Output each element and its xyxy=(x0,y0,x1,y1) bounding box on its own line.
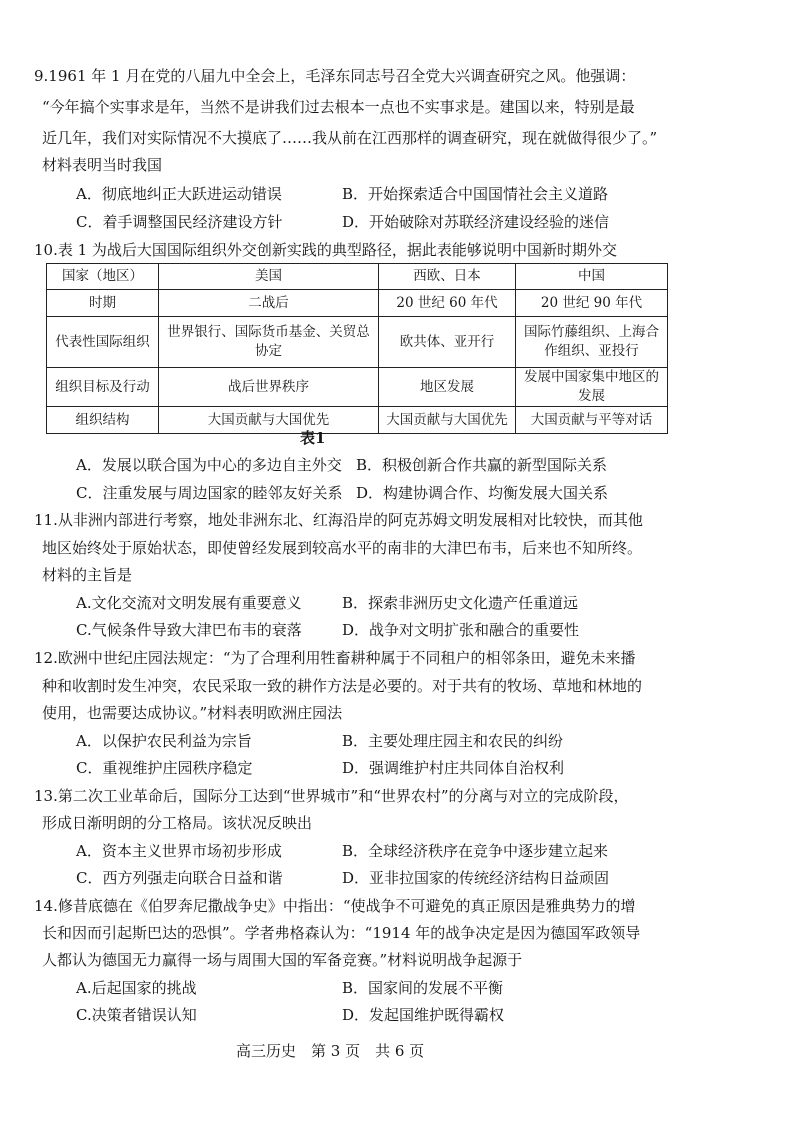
q10-option-c: C．注重发展与周边国家的睦邻友好关系 xyxy=(76,484,343,502)
table-header-cell: 美国 xyxy=(159,264,379,290)
q9-option-b: B．开始探索适合中国国情社会主义道路 xyxy=(342,185,609,203)
table-cell: 发展中国家集中地区的发展 xyxy=(516,368,668,407)
table-cell: 组织目标及行动 xyxy=(47,368,159,407)
q11-option-a: A.文化交流对文明发展有重要意义 xyxy=(76,594,302,612)
q11-line-3: 材料的主旨是 xyxy=(42,566,133,584)
q13-option-c: C．西方列强走向联合日益和谐 xyxy=(76,869,283,887)
q9-line-3: 近几年，我们对实际情况不大摸底了……我从前在江西那样的调查研究，现在就做得很少了。” xyxy=(42,129,658,147)
q12-option-c: C．重视维护庄园秩序稳定 xyxy=(76,759,253,777)
q12-option-a: A．以保护农民利益为宗旨 xyxy=(76,732,252,750)
q12-line-1: 12.欧洲中世纪庄园法规定：“为了合理利用牲畜耕种属于不同租户的相邻条田，避免未来播 xyxy=(34,649,636,667)
table-cell: 大国贡献与大国优先 xyxy=(379,407,516,434)
q11-line-2: 地区始终处于原始状态，即使曾经发展到较高水平的南非的大津巴布韦，后来也不知所终。 xyxy=(42,539,643,557)
q12-option-d: D．强调维护村庄共同体自治权利 xyxy=(342,759,565,777)
q11-option-b: B．探索非洲历史文化遗产任重道远 xyxy=(342,594,579,612)
diplomacy-table xyxy=(46,263,668,434)
table-cell: 战后世界秩序 xyxy=(159,368,379,407)
table-cell: 20 世纪 90 年代 xyxy=(516,290,668,317)
q11-option-d: D．战争对文明扩张和融合的重要性 xyxy=(342,621,580,639)
q14-line-1: 14.修昔底德在《伯罗奔尼撒战争史》中指出：“使战争不可避免的真正原因是雅典势力的增 xyxy=(34,897,636,915)
table-header-cell: 西欧、日本 xyxy=(379,264,516,290)
q13-line-1: 13.第二次工业革命后，国际分工达到“世界城市”和“世界农村”的分离与对立的完成阶段， xyxy=(34,787,629,805)
q9-option-a: A．彻底地纠正大跃进运动错误 xyxy=(76,185,282,203)
q11-option-c: C.气候条件导致大津巴布韦的衰落 xyxy=(76,621,302,639)
q13-option-b: B．全球经济秩序在竞争中逐步建立起来 xyxy=(342,842,609,860)
q13-option-a: A．资本主义世界市场初步形成 xyxy=(76,842,282,860)
table-cell: 国际竹藤组织、上海合作组织、亚投行 xyxy=(516,317,668,368)
q14-option-a: A.后起国家的挑战 xyxy=(76,979,197,997)
q9-option-c: C．着手调整国民经济建设方针 xyxy=(76,213,283,231)
table-cell: 时期 xyxy=(47,290,159,317)
q12-line-2: 种和收割时发生冲突，农民采取一致的耕作方法是必要的。对于共有的牧场、草地和林地的 xyxy=(42,677,643,695)
table-row xyxy=(47,407,668,434)
table-cell: 代表性国际组织 xyxy=(47,317,159,368)
q10-option-b: B．积极创新合作共赢的新型国际关系 xyxy=(356,456,608,474)
table-row xyxy=(47,317,668,368)
q13-option-d: D．亚非拉国家的传统经济结构日益顽固 xyxy=(342,869,610,887)
q14-option-b: B．国家间的发展不平衡 xyxy=(342,979,504,997)
table-header-cell: 国家（地区） xyxy=(47,264,159,290)
q10-option-a: A．发展以联合国为中心的多边自主外交 xyxy=(76,456,342,474)
table-cell: 20 世纪 60 年代 xyxy=(379,290,516,317)
table-cell: 世界银行、国际货币基金、关贸总协定 xyxy=(159,317,379,368)
table-row xyxy=(47,290,668,317)
q13-line-2: 形成日渐明朗的分工格局。该状况反映出 xyxy=(42,814,313,832)
table-cell: 大国贡献与大国优先 xyxy=(159,407,379,434)
q12-line-3: 使用，也需要达成协议。”材料表明欧洲庄园法 xyxy=(42,704,343,722)
table-header-row xyxy=(47,264,668,290)
q14-line-3: 人都认为德国无力赢得一场与周围大国的军备竞赛。”材料说明战争起源于 xyxy=(42,951,523,969)
table-row xyxy=(47,368,668,407)
q9-option-d: D．开始破除对苏联经济建设经验的迷信 xyxy=(342,213,610,231)
q10-stem: 10.表 1 为战后大国国际组织外交创新实践的典型路径，据此表能够说明中国新时期外交 xyxy=(34,241,617,259)
page-footer: 高三历史 第 3 页 共 6 页 xyxy=(236,1042,425,1060)
table-cell: 二战后 xyxy=(159,290,379,317)
q14-line-2: 长和因而引起斯巴达的恐惧”。学者弗格森认为：“1914 年的战争决定是因为德国军政领导 xyxy=(42,924,641,942)
q9-line-4: 材料表明当时我国 xyxy=(42,156,163,174)
q11-line-1: 11.从非洲内部进行考察，地处非洲东北、红海沿岸的阿克苏姆文明发展相对比较快，而其他 xyxy=(34,511,643,529)
table-cell: 大国贡献与平等对话 xyxy=(516,407,668,434)
q14-option-d: D．发起国维护既得霸权 xyxy=(342,1006,505,1024)
q12-option-b: B．主要处理庄园主和农民的纠纷 xyxy=(342,732,564,750)
table-cell: 组织结构 xyxy=(47,407,159,434)
table-cell: 地区发展 xyxy=(379,368,516,407)
q9-line-2: “今年搞个实事求是年，当然不是讲我们过去根本一点也不实事求是。建国以来，特别是最 xyxy=(42,98,635,116)
q10-option-d: D．构建协调合作、均衡发展大国关系 xyxy=(356,484,609,502)
q14-option-c: C.决策者错误认知 xyxy=(76,1006,197,1024)
table-caption: 表1 xyxy=(300,429,326,447)
table-cell: 欧共体、亚开行 xyxy=(379,317,516,368)
table-header-cell: 中国 xyxy=(516,264,668,290)
q9-line-1: 9.1961 年 1 月在党的八届九中全会上，毛泽东同志号召全党大兴调查研究之风。他强调： xyxy=(34,67,636,85)
